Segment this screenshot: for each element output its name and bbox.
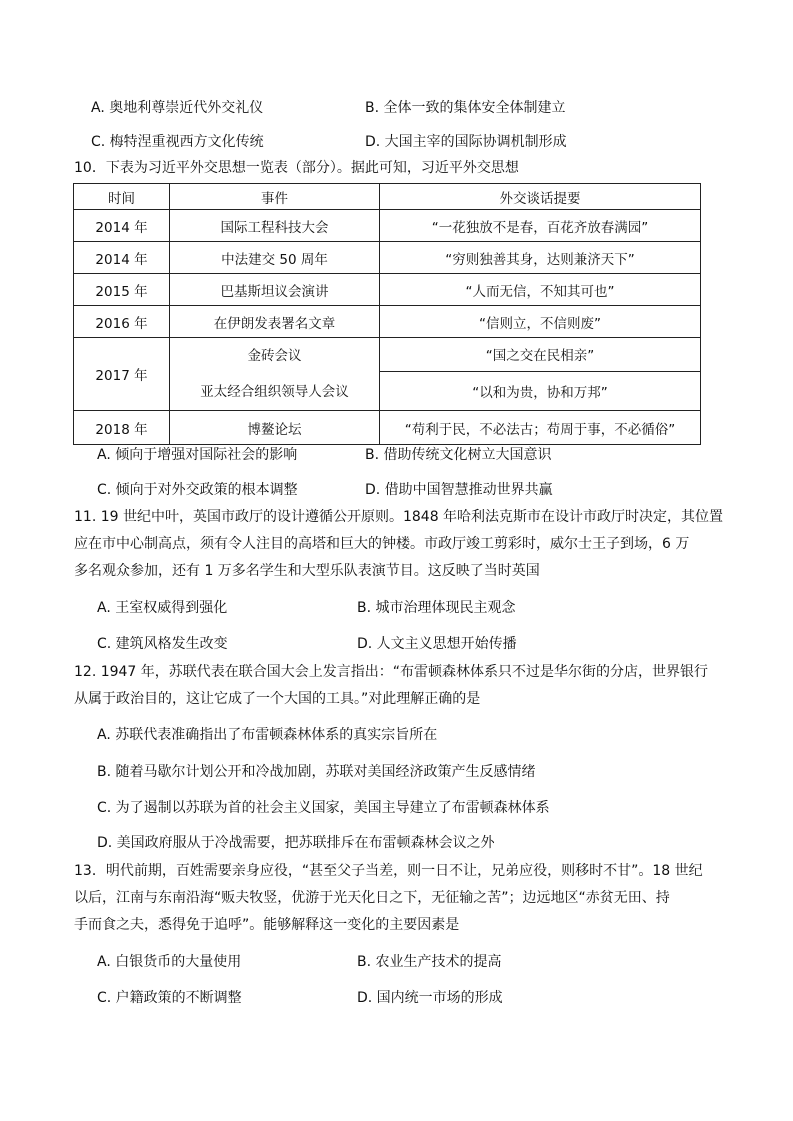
q12-option-d: D. 美国政府服从于冷战需要，把苏联排斥在布雷顿森林会议之外: [97, 835, 495, 851]
q11-line-3: 多名观众参加，还有 1 万多名学生和大型乐队表演节目。这反映了当时英国: [74, 563, 540, 579]
q11-line-2: 应在市中心制高点，须有令人注目的高塔和巨大的钟楼。市政厅竣工剪彩时，威尔士王子到场，6 万: [74, 536, 690, 552]
row-event: 中法建交 50 周年: [170, 242, 380, 274]
q11-option-b: B. 城市治理体现民主观念: [357, 600, 516, 616]
row-quote: “人而无信，不知其可也”: [380, 274, 701, 306]
q10-stem: 10．下表为习近平外交思想一览表（部分）。据此可知，习近平外交思想: [74, 160, 519, 176]
q10-option-a: A. 倾向于增强对国际社会的影响: [97, 447, 298, 463]
row-year: 2018 年: [74, 411, 170, 445]
q13-option-b: B. 农业生产技术的提高: [357, 954, 502, 970]
row-quote: “穷则独善其身，达则兼济天下”: [380, 242, 701, 274]
row-event-pair: [170, 338, 380, 411]
diplomacy-table: [73, 183, 701, 445]
table-row: [74, 274, 701, 306]
q12-option-c: C. 为了遏制以苏联为首的社会主义国家，美国主导建立了布雷顿森林体系: [97, 800, 550, 816]
row-event-second: 亚太经合组织领导人会议: [200, 384, 349, 400]
row-year: 2016 年: [74, 306, 170, 338]
table-row: [74, 210, 701, 242]
table-row: [74, 411, 701, 445]
row-quote: “信则立，不信则废”: [380, 306, 701, 338]
q12-option-b: B. 随着马歇尔计划公开和冷战加剧，苏联对美国经济政策产生反感情绪: [97, 764, 536, 780]
row-year: 2015 年: [74, 274, 170, 306]
row-year: 2017 年: [74, 338, 170, 411]
q10-option-d: D. 借助中国智慧推动世界共赢: [365, 482, 553, 498]
table-row: [74, 242, 701, 274]
row-year: 2014 年: [74, 210, 170, 242]
q12-line-1: 12. 1947 年，苏联代表在联合国大会上发言指出：“布雷顿森林体系只不过是华尔街的分店，世界银行: [74, 664, 709, 680]
table-header-row: [74, 184, 701, 210]
row-event: 国际工程科技大会: [170, 210, 380, 242]
q13-option-a: A. 白银货币的大量使用: [97, 954, 242, 970]
q13-line-2: 以后，江南与东南沿海“贩夫牧竖，优游于光天化日之下，无征输之苦”；边远地区“赤贫无田、持: [74, 890, 670, 906]
table-row: [74, 306, 701, 338]
row-event: 巴基斯坦议会演讲: [170, 274, 380, 306]
header-time: 时间: [74, 184, 170, 210]
q11-option-a: A. 王室权威得到强化: [97, 600, 228, 616]
q10-option-c: C. 倾向于对外交政策的根本调整: [97, 482, 298, 498]
q9-option-b: B. 全体一致的集体安全体制建立: [365, 100, 566, 116]
q9-option-d: D. 大国主宰的国际协调机制形成: [365, 134, 567, 150]
q9-option-a: A. 奥地利尊崇近代外交礼仪: [91, 100, 264, 116]
q11-line-1: 11. 19 世纪中叶，英国市政厅的设计遵循公开原则。1848 年哈利法克斯市在设计市政厅时决定，其位置: [74, 509, 724, 525]
q10-option-b: B. 借助传统文化树立大国意识: [365, 447, 552, 463]
q9-option-c: C. 梅特涅重视西方文化传统: [91, 134, 264, 150]
row-quote: “苟利于民，不必法古；苟周于事，不必循俗”: [380, 411, 701, 445]
table-row: [74, 338, 701, 372]
q12-option-a: A. 苏联代表准确指出了布雷顿森林体系的真实宗旨所在: [97, 727, 438, 743]
header-quote: 外交谈话提要: [380, 184, 701, 210]
row-quote: “国之交在民相亲”: [380, 338, 701, 372]
row-quote-second: “以和为贵，协和万邦”: [380, 371, 701, 410]
q13-option-d: D. 国内统一市场的形成: [357, 990, 503, 1006]
row-quote: “一花独放不是春，百花齐放春满园”: [380, 210, 701, 242]
q12-line-2: 从属于政治目的，这让它成了一个大国的工具。”对此理解正确的是: [74, 691, 481, 707]
row-event: 博鳌论坛: [170, 411, 380, 445]
row-event: 金砖会议: [247, 348, 302, 364]
q13-option-c: C. 户籍政策的不断调整: [97, 990, 242, 1006]
q11-option-d: D. 人文主义思想开始传播: [357, 636, 517, 652]
q11-option-c: C. 建筑风格发生改变: [97, 636, 228, 652]
q13-line-3: 手而食之夫，悉得免于追呼”。能够解释这一变化的主要因素是: [74, 917, 460, 933]
row-year: 2014 年: [74, 242, 170, 274]
header-event: 事件: [170, 184, 380, 210]
row-event: 在伊朗发表署名文章: [170, 306, 380, 338]
q13-line-1: 13．明代前期，百姓需要亲身应役，“甚至父子当差，则一日不让，兄弟应役，则移时不甘”。18 世纪: [74, 863, 703, 879]
